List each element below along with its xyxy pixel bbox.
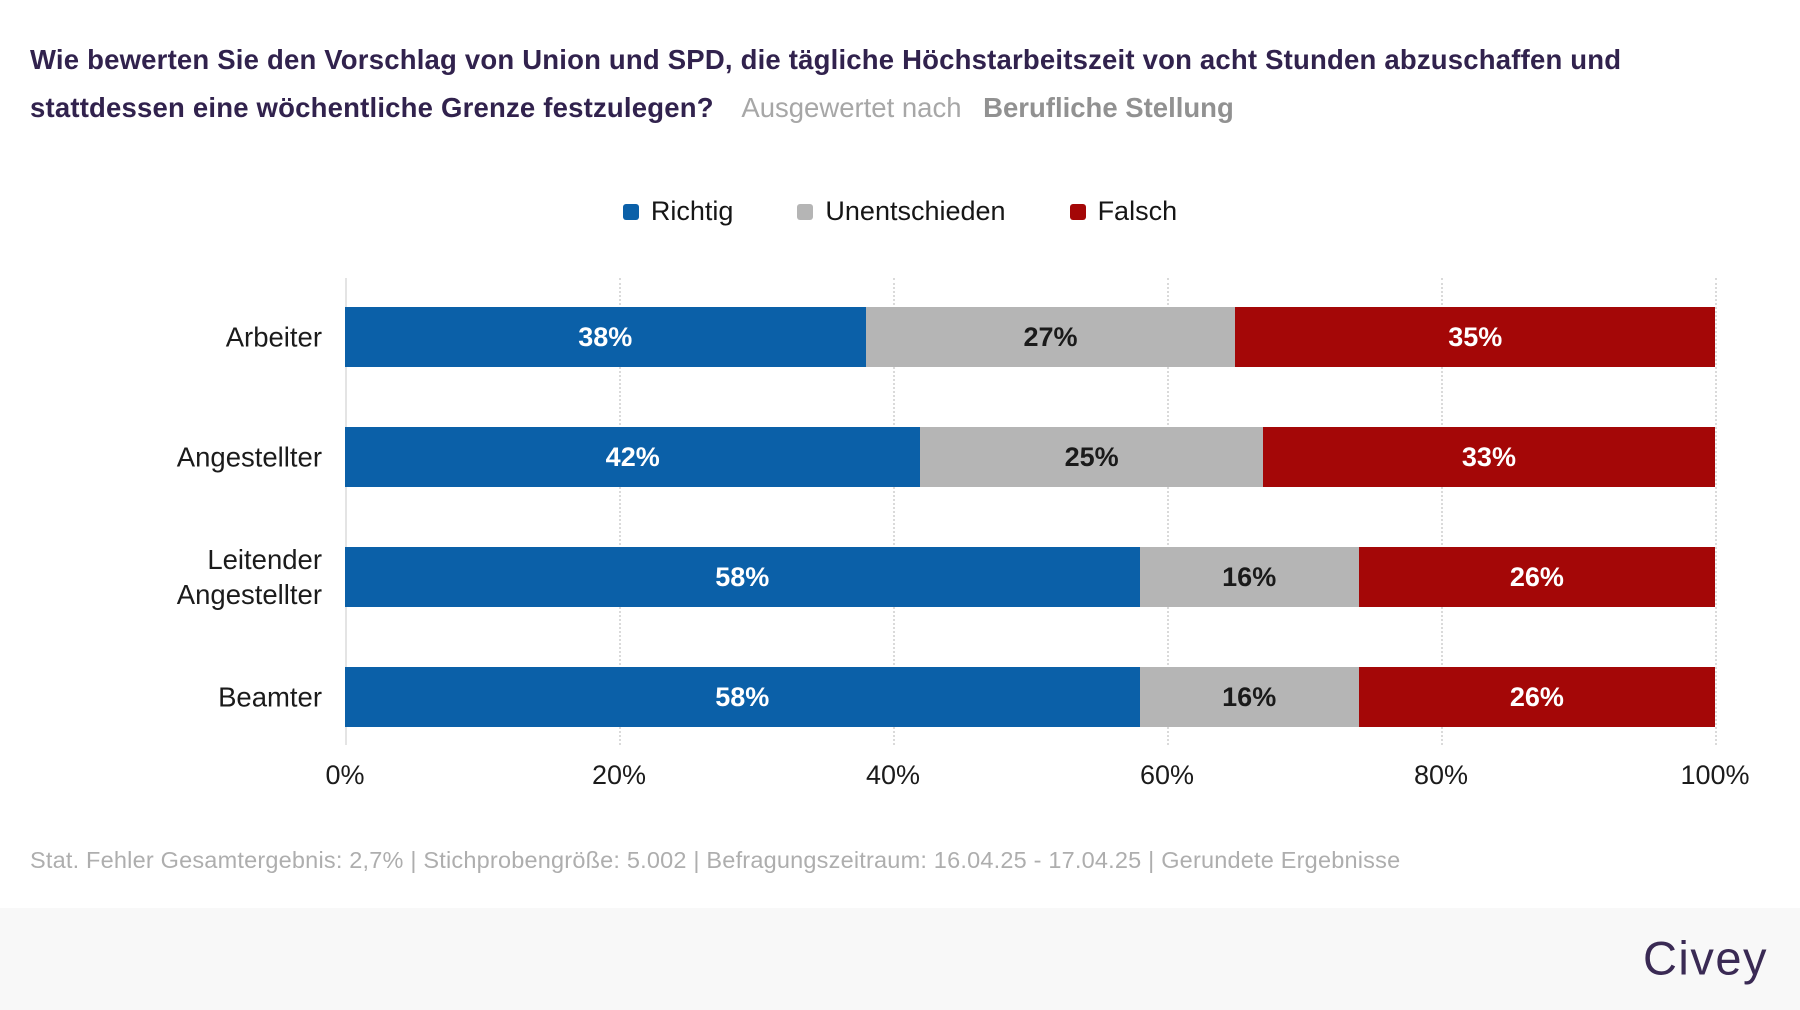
bar-row bbox=[345, 547, 1715, 607]
bar-value-label: 25% bbox=[1064, 441, 1119, 472]
bar-segment-unentschieden bbox=[920, 427, 1263, 487]
subtitle-value: Berufliche Stellung bbox=[983, 92, 1234, 123]
legend-item-falsch bbox=[1070, 196, 1178, 227]
bar-segment-falsch bbox=[1359, 547, 1715, 607]
bar-value-label: 35% bbox=[1448, 321, 1503, 352]
category-label: Angestellter bbox=[176, 441, 322, 473]
bar-value-label: 42% bbox=[605, 441, 660, 472]
bar-segment-unentschieden bbox=[1140, 547, 1359, 607]
bar-value-label: 16% bbox=[1222, 561, 1277, 592]
bar-value-label: 26% bbox=[1509, 561, 1564, 592]
bar-segment-falsch bbox=[1263, 427, 1715, 487]
bar-segment-richtig bbox=[345, 307, 866, 367]
bar-row bbox=[345, 667, 1715, 727]
legend-label: Falsch bbox=[1097, 196, 1178, 226]
bar-segment-falsch bbox=[1359, 667, 1715, 727]
bar-segment-unentschieden bbox=[866, 307, 1236, 367]
stats-footnote: Stat. Fehler Gesamtergebnis: 2,7% | Stichprobengröße: 5.002 | Befragungszeitraum: 16.04.25 - 17.04.25 | Gerundete Ergebnisse bbox=[30, 847, 1401, 873]
bar-value-label: 33% bbox=[1461, 441, 1516, 472]
bar-value-label: 26% bbox=[1509, 681, 1564, 712]
bar-row bbox=[345, 307, 1715, 367]
bar-segment-richtig bbox=[345, 667, 1140, 727]
bar-value-label: 27% bbox=[1023, 321, 1078, 352]
legend-swatch-icon bbox=[797, 204, 813, 220]
x-tick-label: 80% bbox=[1413, 760, 1469, 790]
x-tick-label: 20% bbox=[591, 760, 647, 790]
subtitle-prefix: Ausgewertet nach bbox=[741, 92, 962, 123]
category-label: Leitender Angestellter bbox=[176, 544, 322, 610]
x-tick-label: 0% bbox=[325, 760, 365, 790]
legend-swatch-icon bbox=[1070, 204, 1086, 220]
x-tick-label: 40% bbox=[865, 760, 921, 790]
legend-label: Unentschieden bbox=[825, 196, 1006, 226]
question-text: Wie bewerten Sie den Vorschlag von Union und SPD, die tägliche Höchstarbeitszeit von acht Stunden abzuschaffen und stattdessen eine wöchentliche Grenze festzulegen? bbox=[30, 44, 1622, 123]
x-tick-label: 100% bbox=[1680, 760, 1750, 790]
category-label: Arbeiter bbox=[225, 321, 322, 353]
bar-value-label: 58% bbox=[715, 561, 770, 592]
gridline bbox=[1715, 278, 1717, 745]
bar-row bbox=[345, 427, 1715, 487]
legend-swatch-icon bbox=[623, 204, 639, 220]
bar-segment-unentschieden bbox=[1140, 667, 1359, 727]
x-tick-label: 60% bbox=[1139, 760, 1195, 790]
category-label: Beamter bbox=[218, 681, 322, 713]
civey-logo: Civey bbox=[1642, 931, 1768, 985]
bar-segment-richtig bbox=[345, 427, 920, 487]
chart-plot-area bbox=[345, 278, 1715, 745]
bar-value-label: 58% bbox=[715, 681, 770, 712]
bar-value-label: 38% bbox=[578, 321, 633, 352]
bar-segment-richtig bbox=[345, 547, 1140, 607]
footer-band bbox=[0, 908, 1800, 1010]
bar-value-label: 16% bbox=[1222, 681, 1277, 712]
page-title bbox=[30, 36, 1755, 132]
legend bbox=[0, 196, 1800, 227]
bar-segment-falsch bbox=[1235, 307, 1715, 367]
legend-label: Richtig bbox=[650, 196, 734, 226]
legend-item-unentschieden bbox=[797, 196, 1005, 227]
legend-item-richtig bbox=[623, 196, 734, 227]
